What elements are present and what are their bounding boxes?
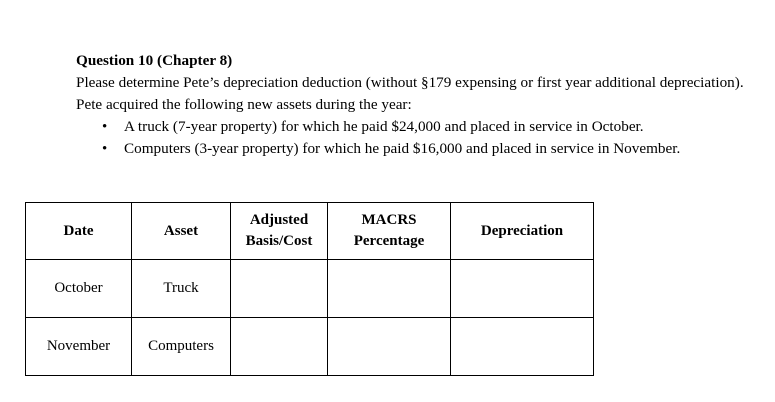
cell-basis[interactable] — [231, 318, 328, 376]
cell-basis[interactable] — [231, 260, 328, 318]
list-item-text: A truck (7-year property) for which he paid $24,000 and placed in service in October. — [124, 118, 644, 135]
list-item-text: Computers (3-year property) for which he paid $16,000 and placed in service in November. — [124, 140, 681, 157]
header-depreciation: Depreciation — [451, 203, 594, 260]
question-body: Please determine Pete’s depreciation deduction (without §179 expensing or first year additional depreciation). Pete acquired the following new assets during the year: — [76, 74, 744, 113]
header-macrs-percentage — [328, 203, 451, 260]
bullet-icon: • — [102, 141, 108, 157]
header-adjusted-basis — [231, 203, 328, 260]
cell-macrs[interactable] — [328, 260, 451, 318]
table-header-row — [26, 203, 594, 260]
cell-depreciation[interactable] — [451, 260, 594, 318]
cell-date: November — [26, 318, 132, 376]
cell-macrs[interactable] — [328, 318, 451, 376]
header-macrs-line2: Percentage — [353, 233, 425, 249]
table-row — [26, 318, 594, 376]
depreciation-table — [25, 202, 594, 376]
table-row — [26, 260, 594, 318]
header-basis-line2: Basis/Cost — [245, 233, 313, 249]
list-item — [76, 116, 756, 138]
cell-asset: Computers — [132, 318, 231, 376]
header-basis-line1: Adjusted — [249, 212, 309, 228]
bullet-icon: • — [102, 119, 108, 135]
list-item — [76, 138, 756, 160]
question-title: Question 10 (Chapter 8) — [76, 52, 233, 69]
cell-depreciation[interactable] — [451, 318, 594, 376]
question-block — [76, 50, 756, 160]
header-date: Date — [26, 203, 132, 260]
asset-list — [76, 116, 756, 160]
cell-asset: Truck — [132, 260, 231, 318]
header-asset: Asset — [132, 203, 231, 260]
cell-date: October — [26, 260, 132, 318]
header-macrs-line1: MACRS — [361, 212, 417, 228]
